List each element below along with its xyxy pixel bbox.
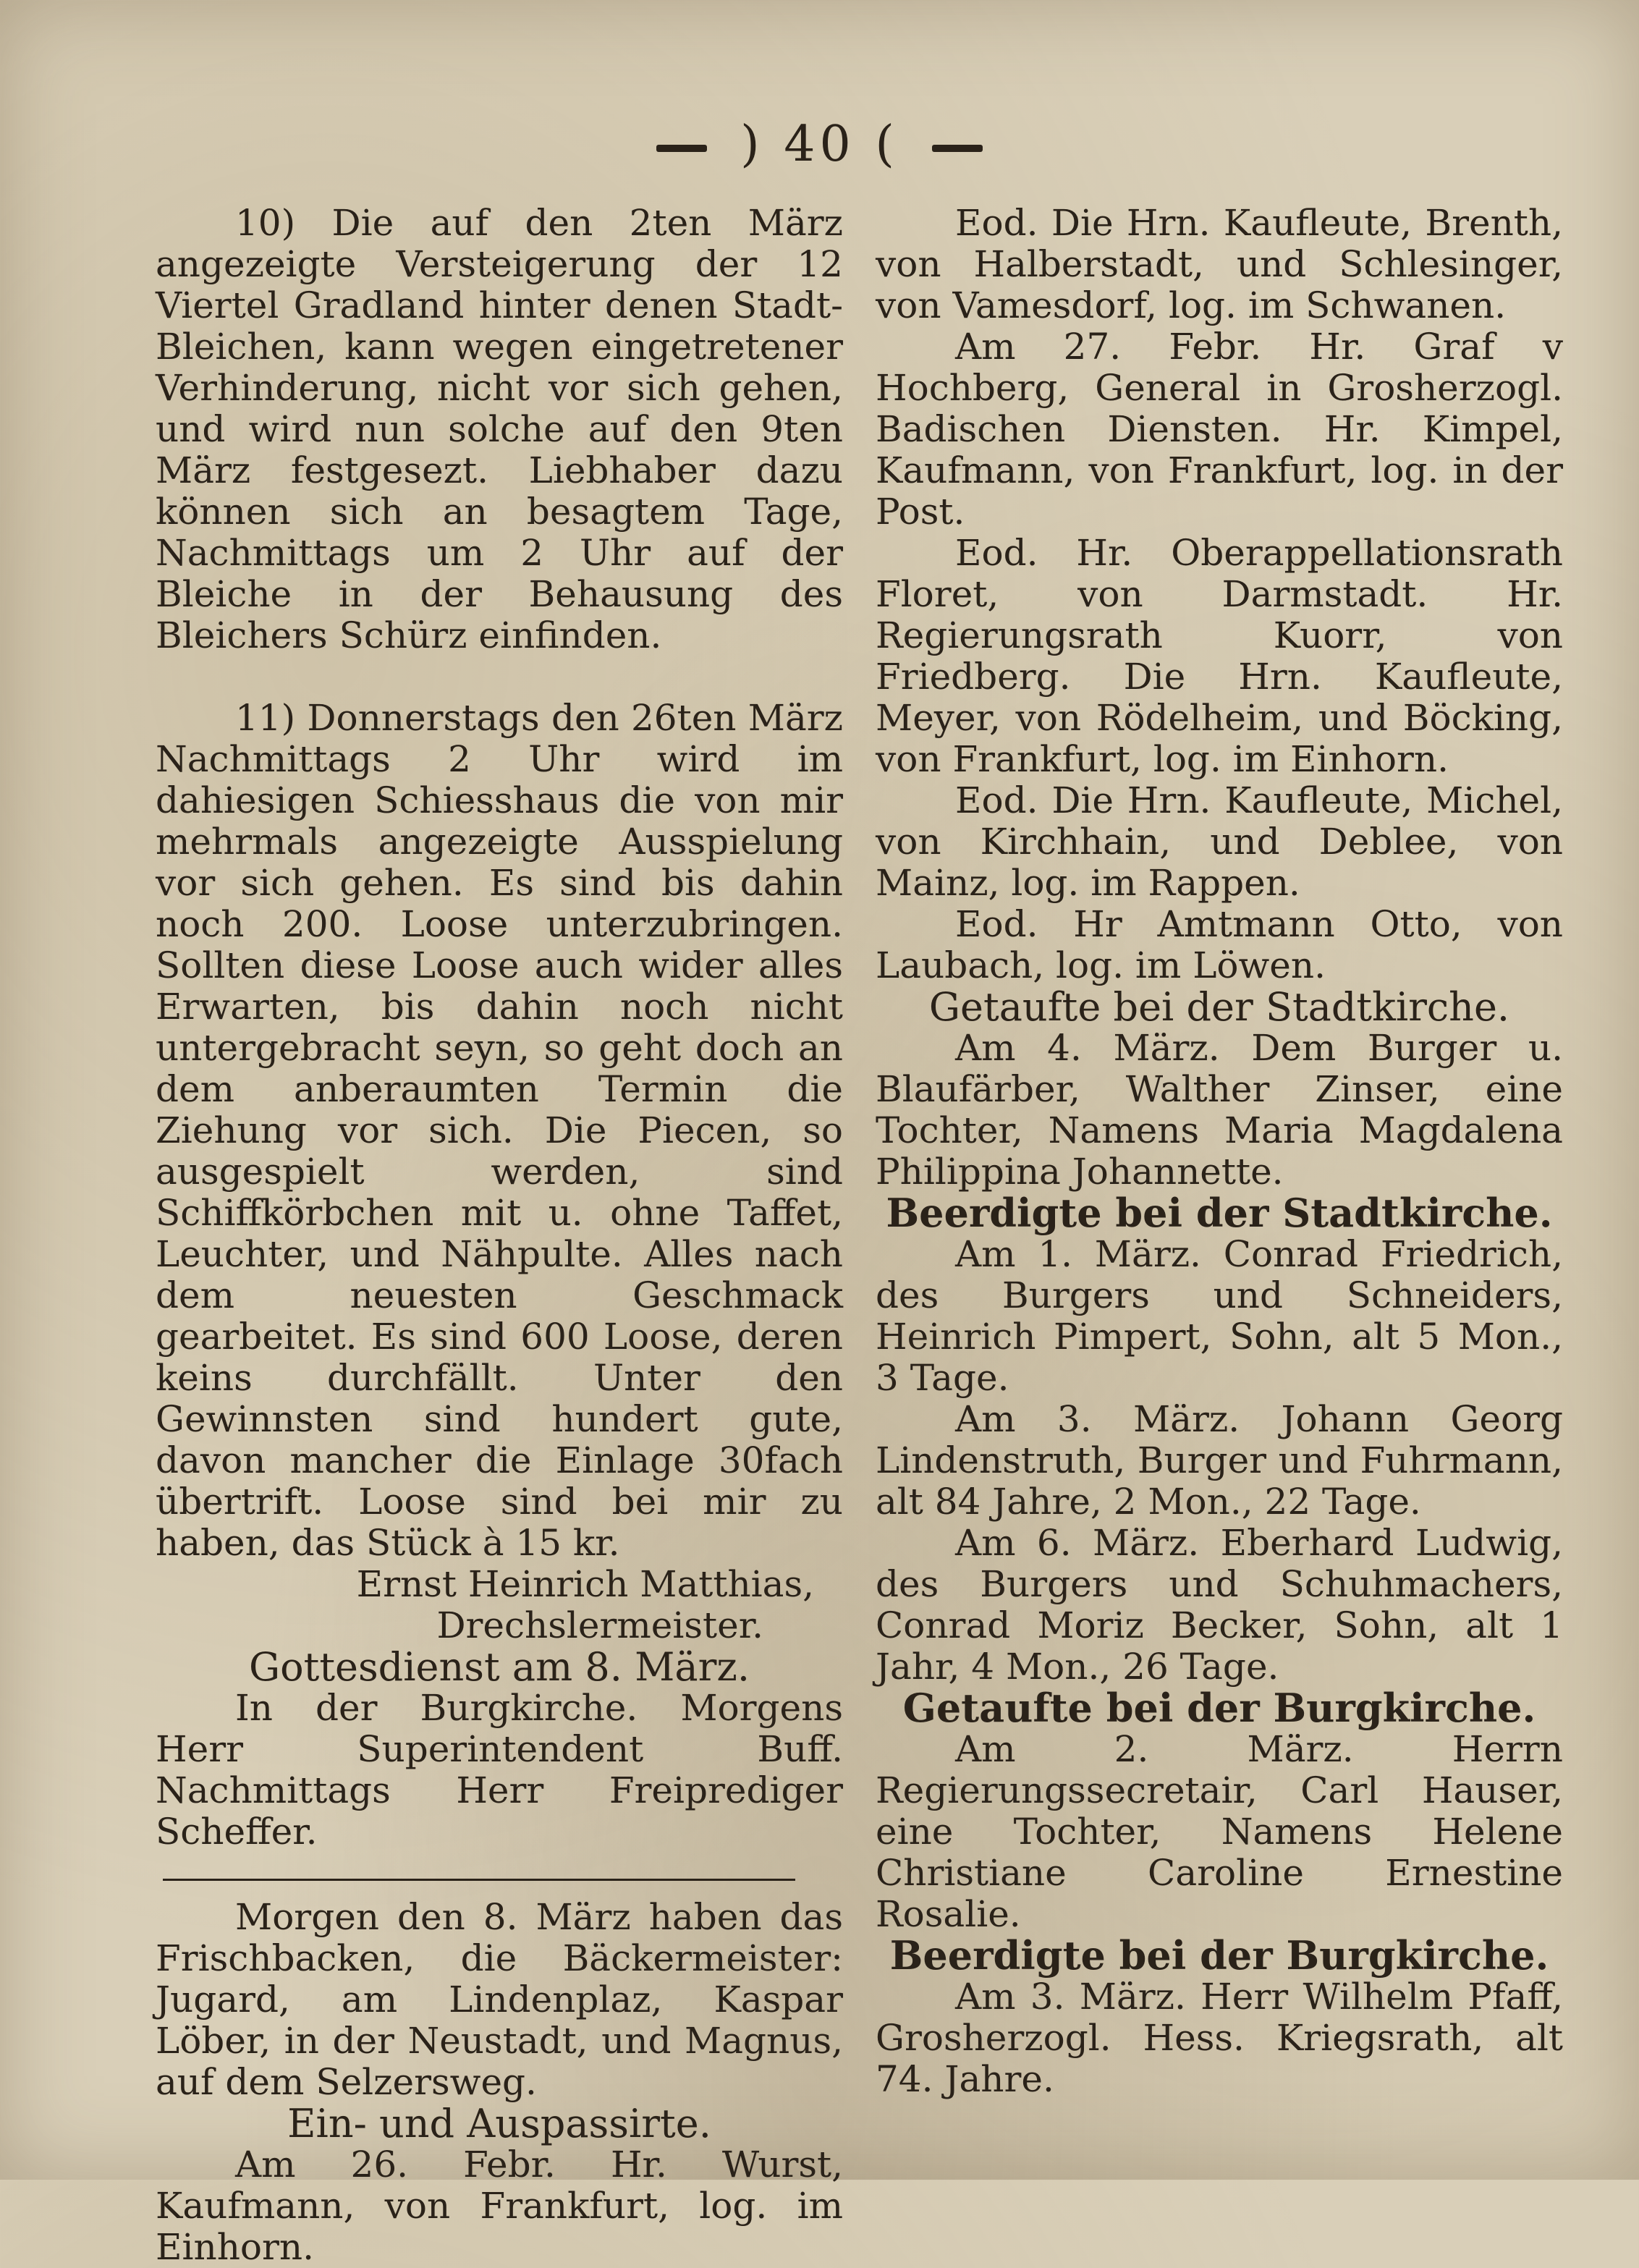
right-column xyxy=(876,203,1563,2100)
signature-name: Ernst Heinrich Matthias, xyxy=(356,1563,814,1605)
baptized-stadt-entry: Am 4. März. Dem Burger u. Blaufärber, Walther Zinser, eine Tochter, Namens Maria Magdalena Philippina Johannette. xyxy=(876,1027,1563,1193)
arrivals-entry: Eod. Die Hrn. Kaufleute, Michel, von Kirchhain, und Deblee, von Mainz, log. im Rappen. xyxy=(876,779,1563,904)
left-column xyxy=(156,203,843,2268)
service-text: In der Burgkirche. Morgens Herr Superintendent Buff. Nachmittags Herr Freiprediger Scheffer. xyxy=(156,1687,843,1853)
buried-stadt-entry: Am 3. März. Johann Georg Lindenstruth, Burger und Fuhrmann, alt 84 Jahre, 2 Mon., 22 Tage. xyxy=(876,1398,1563,1523)
buried-stadt-heading: Beerdigte bei der Stadtkirche. xyxy=(886,1190,1553,1236)
baptized-stadt-heading: Getaufte bei der Stadtkirche. xyxy=(928,984,1510,1030)
arrivals-entry: Eod. Die Hrn. Kaufleute, Brenth, von Halberstadt, und Schlesinger, von Vamesdorf, log. im Schwanen. xyxy=(876,202,1563,326)
arrivals-entry: Eod. Hr. Oberappellationsrath Floret, von Darmstadt. Hr. Regierungsrath Kuorr, von Friedberg. Die Hrn. Kaufleute, Meyer, von Rödelheim, und Böcking, von Frankfurt, log. im Einhorn. xyxy=(876,532,1563,780)
arrivals-entry: Eod. Hr Amtmann Otto, von Laubach, log. im Löwen. xyxy=(876,903,1563,986)
notice-11: 11) Donnerstags den 26ten März Nachmittags 2 Uhr wird im dahiesigen Schiesshaus die von mir mehrmals angezeigte Ausspielung vor sich gehen. Es sind bis dahin noch 200. Loose unterzubringen. Sollten diese Loose auch wider alles Erwarten, bis dahin noch nicht untergebracht seyn, so geht doch an dem anberaumten Termin die Ziehung vor sich. Die Piecen, so ausgespielt werden, sind Schiffkörbchen mit u. ohne Taffet, Leuchter, und Nähpulte. Alles nach dem neuesten Geschmack gearbeitet. Es sind 600 Loose, deren keins durchfällt. Unter den Gewinnsten sind hundert gute, davon mancher die Einlage 30fach übertrift. Loose sind bei mir zu haben, das Stück à 15 kr. xyxy=(156,697,843,1564)
signature-title: Drechslermeister. xyxy=(436,1604,763,1646)
arrivals-entry-first: Am 26. Febr. Hr. Wurst, Kaufmann, von Frankfurt, log. im Einhorn. xyxy=(156,2144,843,2268)
bakers-notice: Morgen den 8. März haben das Frischbacken, die Bäckermeister: Jugard, am Lindenplaz, Kaspar Löber, in der Neustadt, und Magnus, auf dem Selzersweg. xyxy=(156,1896,843,2103)
baptized-burg-entry: Am 2. März. Herrn Regierungssecretair, Carl Hauser, eine Tochter, Namens Helene Christiane Caroline Ernestine Rosalie. xyxy=(876,1728,1563,1935)
buried-burg-entry: Am 3. März. Herr Wilhelm Pfaff, Grosherzogl. Hess. Kriegsrath, alt 74. Jahre. xyxy=(876,1976,1563,2100)
header-ornament-right xyxy=(932,145,983,152)
notice-10: 10) Die auf den 2ten März angezeigte Versteigerung der 12 Viertel Gradland hinter denen Stadt-Bleichen, kann wegen eingetretener Verhinderung, nicht vor sich gehen, und wird nun solche auf den 9ten März festgesezt. Liebhaber dazu können sich an besagtem Tage, Nachmittags um 2 Uhr auf der Bleiche in der Behausung des Bleichers Schürz einfinden. xyxy=(156,202,843,656)
section-divider xyxy=(163,1879,795,1881)
baptized-burg-heading: Getaufte bei der Burgkirche. xyxy=(902,1685,1536,1731)
header-ornament-left xyxy=(656,145,707,152)
arrivals-heading: Ein- und Auspassirte. xyxy=(287,2101,711,2146)
page-header xyxy=(0,116,1639,173)
buried-stadt-entry: Am 1. März. Conrad Friedrich, des Burgers und Schneiders, Heinrich Pimpert, Sohn, alt 5 Mon., 3 Tage. xyxy=(876,1233,1563,1399)
arrivals-entry: Am 27. Febr. Hr. Graf v Hochberg, General in Grosherzogl. Badischen Diensten. Hr. Kimpel, Kaufmann, von Frankfurt, log. in der Post. xyxy=(876,326,1563,533)
page-number: ) 40 ( xyxy=(740,116,899,173)
buried-stadt-entry: Am 6. März. Eberhard Ludwig, des Burgers und Schuhmachers, Conrad Moriz Becker, Sohn, alt 1 Jahr, 4 Mon., 26 Tage. xyxy=(876,1522,1563,1688)
buried-burg-heading: Beerdigte bei der Burgkirche. xyxy=(889,1932,1549,1979)
service-heading: Gottesdienst am 8. März. xyxy=(248,1644,750,1690)
